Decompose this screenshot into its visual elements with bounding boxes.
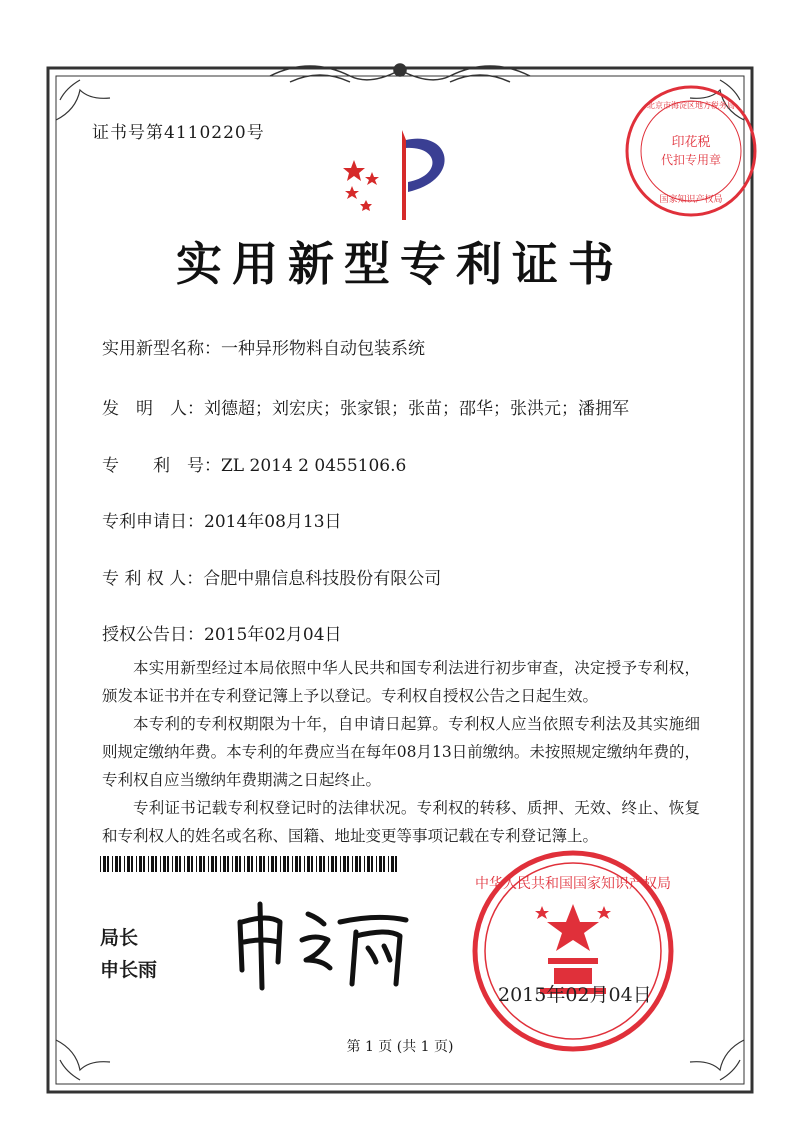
barcode-bar bbox=[304, 856, 305, 872]
barcode-bar bbox=[379, 856, 382, 872]
barcode-bar bbox=[119, 856, 121, 872]
barcode-bar bbox=[287, 856, 289, 872]
barcode-bar bbox=[136, 856, 137, 872]
barcode-bar bbox=[347, 856, 349, 872]
director-name: 申长雨 bbox=[100, 959, 158, 981]
barcode-bar bbox=[199, 856, 202, 872]
barcode-bar bbox=[208, 856, 209, 872]
barcode-bar bbox=[115, 856, 118, 872]
barcode-bar bbox=[127, 856, 130, 872]
barcode-bar bbox=[395, 856, 397, 872]
certificate-number: 证书号第4110220号 bbox=[92, 123, 265, 143]
tax-stamp bbox=[622, 82, 760, 220]
barcode-bar bbox=[211, 856, 214, 872]
field-utility-model-name bbox=[102, 334, 425, 359]
barcode-bar bbox=[151, 856, 154, 872]
barcode-bar bbox=[364, 856, 365, 872]
barcode-bar bbox=[343, 856, 346, 872]
barcode-bar bbox=[263, 856, 265, 872]
barcode-bar bbox=[391, 856, 394, 872]
body-paragraph: 专利证书记载专利权登记时的法律状况。专利权的转移、质押、无效、终止、恢复和专利权人的姓名或名称、国籍、地址变更等事项记载在专利登记簿上。 bbox=[102, 799, 700, 845]
barcode-bar bbox=[376, 856, 377, 872]
barcode-bar bbox=[331, 856, 334, 872]
barcode-bar bbox=[187, 856, 190, 872]
barcode-bar bbox=[299, 856, 301, 872]
barcode-bar bbox=[319, 856, 322, 872]
field-label: 发 明 人： bbox=[102, 399, 204, 419]
field-application-date bbox=[102, 507, 342, 532]
barcode-bar bbox=[235, 856, 238, 872]
barcode-bar bbox=[247, 856, 250, 872]
barcode-bar bbox=[352, 856, 353, 872]
barcode-bar bbox=[100, 856, 101, 872]
barcode-bar bbox=[259, 856, 262, 872]
field-value: 2015年02月04日 bbox=[204, 625, 342, 645]
barcode-bar bbox=[196, 856, 197, 872]
barcode-bar bbox=[227, 856, 229, 872]
certificate-title: 实用新型专利证书 bbox=[176, 237, 624, 291]
seal-text: 中华人民共和国国家知识产权局 bbox=[475, 876, 671, 892]
barcode-bar bbox=[191, 856, 193, 872]
barcode-bar bbox=[179, 856, 181, 872]
barcode-bar bbox=[271, 856, 274, 872]
field-grant-date bbox=[102, 620, 342, 645]
barcode-bar bbox=[155, 856, 157, 872]
barcode-bar bbox=[355, 856, 358, 872]
field-value: ZL 2014 2 0455106.6 bbox=[221, 456, 407, 476]
body-paragraph: 本专利的专利权期限为十年，自申请日起算。专利权人应当依照专利法及其实施细则规定缴纳年费。本专利的年费应当在每年08月13日前缴纳。未按照规定缴纳年费的，专利权自应当缴纳年费期满之日起终止。 bbox=[102, 715, 700, 789]
barcode-bar bbox=[359, 856, 361, 872]
barcode-bar bbox=[172, 856, 173, 872]
director-signature bbox=[228, 892, 418, 992]
barcode-bar bbox=[251, 856, 253, 872]
tax-stamp-outer: 北京市海淀区地方税务局 bbox=[647, 101, 735, 110]
barcode bbox=[100, 856, 402, 872]
barcode-bar bbox=[103, 856, 106, 872]
barcode-bar bbox=[184, 856, 185, 872]
field-label: 专利申请日： bbox=[102, 512, 204, 532]
field-label: 专 利 权 人： bbox=[102, 569, 204, 589]
certificate-body bbox=[102, 654, 700, 850]
field-value: 2014年08月13日 bbox=[204, 512, 342, 532]
barcode-bar bbox=[311, 856, 313, 872]
barcode-bar bbox=[292, 856, 293, 872]
field-inventors bbox=[102, 394, 629, 419]
barcode-bar bbox=[244, 856, 245, 872]
barcode-bar bbox=[256, 856, 257, 872]
barcode-bar bbox=[316, 856, 317, 872]
barcode-bar bbox=[328, 856, 329, 872]
field-value: 合肥中鼎信息科技股份有限公司 bbox=[203, 569, 442, 589]
field-value: 一种异形物料自动包装系统 bbox=[221, 339, 425, 359]
barcode-bar bbox=[112, 856, 113, 872]
barcode-bar bbox=[295, 856, 298, 872]
issue-date: 2015年02月04日 bbox=[498, 984, 652, 1006]
director-block bbox=[100, 922, 157, 986]
barcode-bar bbox=[131, 856, 133, 872]
body-paragraph: 本实用新型经过本局依照中华人民共和国专利法进行初步审查，决定授予专利权，颁发本证书并在专利登记簿上予以登记。专利权自授权公告之日起生效。 bbox=[102, 659, 700, 705]
tax-stamp-line2: 代扣专用章 bbox=[660, 153, 722, 167]
barcode-bar bbox=[367, 856, 370, 872]
barcode-bar bbox=[139, 856, 142, 872]
barcode-bar bbox=[223, 856, 226, 872]
barcode-bar bbox=[175, 856, 178, 872]
barcode-bar bbox=[307, 856, 310, 872]
barcode-bar bbox=[220, 856, 221, 872]
field-patent-number bbox=[102, 451, 406, 476]
barcode-bar bbox=[148, 856, 149, 872]
page-number: 第 1 页 (共 1 页) bbox=[346, 1039, 454, 1055]
barcode-bar bbox=[323, 856, 325, 872]
barcode-bar bbox=[160, 856, 161, 872]
tax-stamp-line1: 印花税 bbox=[671, 135, 711, 150]
top-ornament bbox=[270, 64, 530, 82]
barcode-bar bbox=[335, 856, 337, 872]
barcode-bar bbox=[232, 856, 233, 872]
barcode-bar bbox=[239, 856, 241, 872]
barcode-bar bbox=[371, 856, 373, 872]
field-label: 授权公告日： bbox=[102, 625, 204, 645]
barcode-bar bbox=[383, 856, 385, 872]
barcode-bar bbox=[280, 856, 281, 872]
barcode-bar bbox=[107, 856, 109, 872]
barcode-bar bbox=[388, 856, 389, 872]
corner-ornament-tl bbox=[56, 80, 110, 120]
barcode-bar bbox=[283, 856, 286, 872]
barcode-bar bbox=[340, 856, 341, 872]
director-title: 局长 bbox=[100, 927, 139, 949]
barcode-bar bbox=[215, 856, 217, 872]
patent-office-emblem-icon bbox=[332, 120, 472, 230]
field-label: 专 利 号： bbox=[102, 456, 221, 476]
barcode-bar bbox=[163, 856, 166, 872]
field-patentee bbox=[102, 564, 441, 589]
barcode-bar bbox=[143, 856, 145, 872]
barcode-bar bbox=[167, 856, 169, 872]
tax-stamp-bottom: 国家知识产权局 bbox=[659, 195, 723, 205]
field-value: 刘德超；刘宏庆；张家银；张苗；邵华；张洪元；潘拥军 bbox=[204, 399, 629, 419]
barcode-bar bbox=[203, 856, 205, 872]
field-label: 实用新型名称： bbox=[102, 339, 221, 359]
barcode-bar bbox=[124, 856, 125, 872]
barcode-bar bbox=[268, 856, 269, 872]
cnipa-official-seal bbox=[470, 848, 676, 1054]
barcode-bar bbox=[275, 856, 277, 872]
